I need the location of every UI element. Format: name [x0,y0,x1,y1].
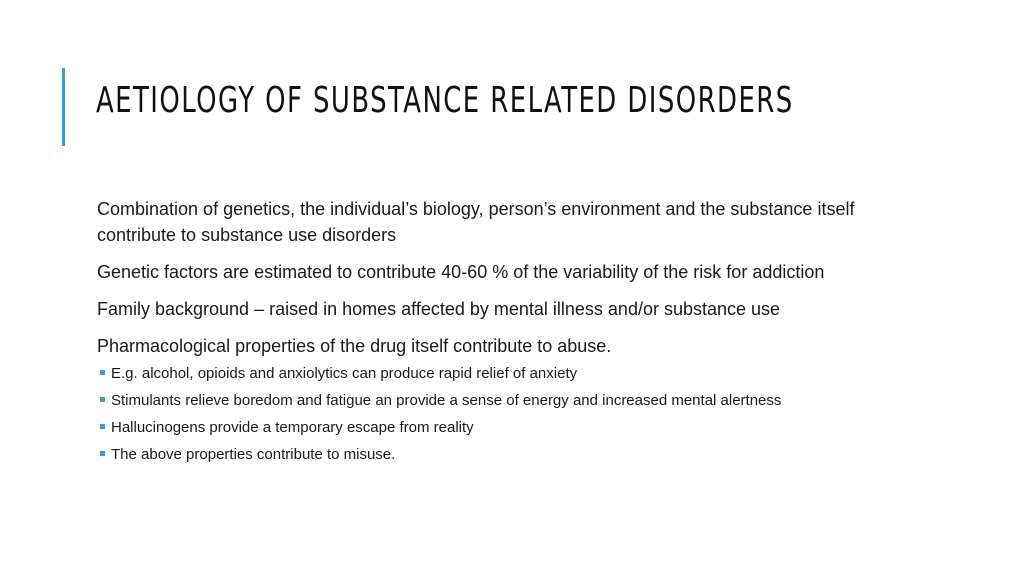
square-bullet-icon [100,397,105,402]
list-item [97,418,917,437]
title-accent-bar [62,68,65,146]
paragraph-combination: Combination of genetics, the individual’s biology, person’s environment and the substance itself contribute to substance use disorders [97,199,855,245]
slide-title: AETIOLOGY OF SUBSTANCE RELATED DISORDERS [96,80,794,121]
list-item [97,364,917,383]
list-item [97,391,917,410]
list-item-text: The above properties contribute to misuse. [111,446,396,463]
paragraph-family-background: Family background – raised in homes affected by mental illness and/or substance use [97,299,781,319]
paragraph-pharmacological: Pharmacological properties of the drug itself contribute to abuse. [97,336,612,356]
square-bullet-icon [100,370,105,375]
slide-body [97,196,917,472]
sub-bullet-list [97,364,917,464]
paragraph-genetic-factors: Genetic factors are estimated to contribute 40-60 % of the variability of the risk for addiction [97,262,825,282]
square-bullet-icon [100,451,105,456]
square-bullet-icon [100,424,105,429]
list-item-text: E.g. alcohol, opioids and anxiolytics can produce rapid relief of anxiety [111,365,578,382]
list-item [97,445,917,464]
list-item-text: Hallucinogens provide a temporary escape from reality [111,419,474,436]
list-item-text: Stimulants relieve boredom and fatigue an provide a sense of energy and increased mental alertness [111,392,782,409]
